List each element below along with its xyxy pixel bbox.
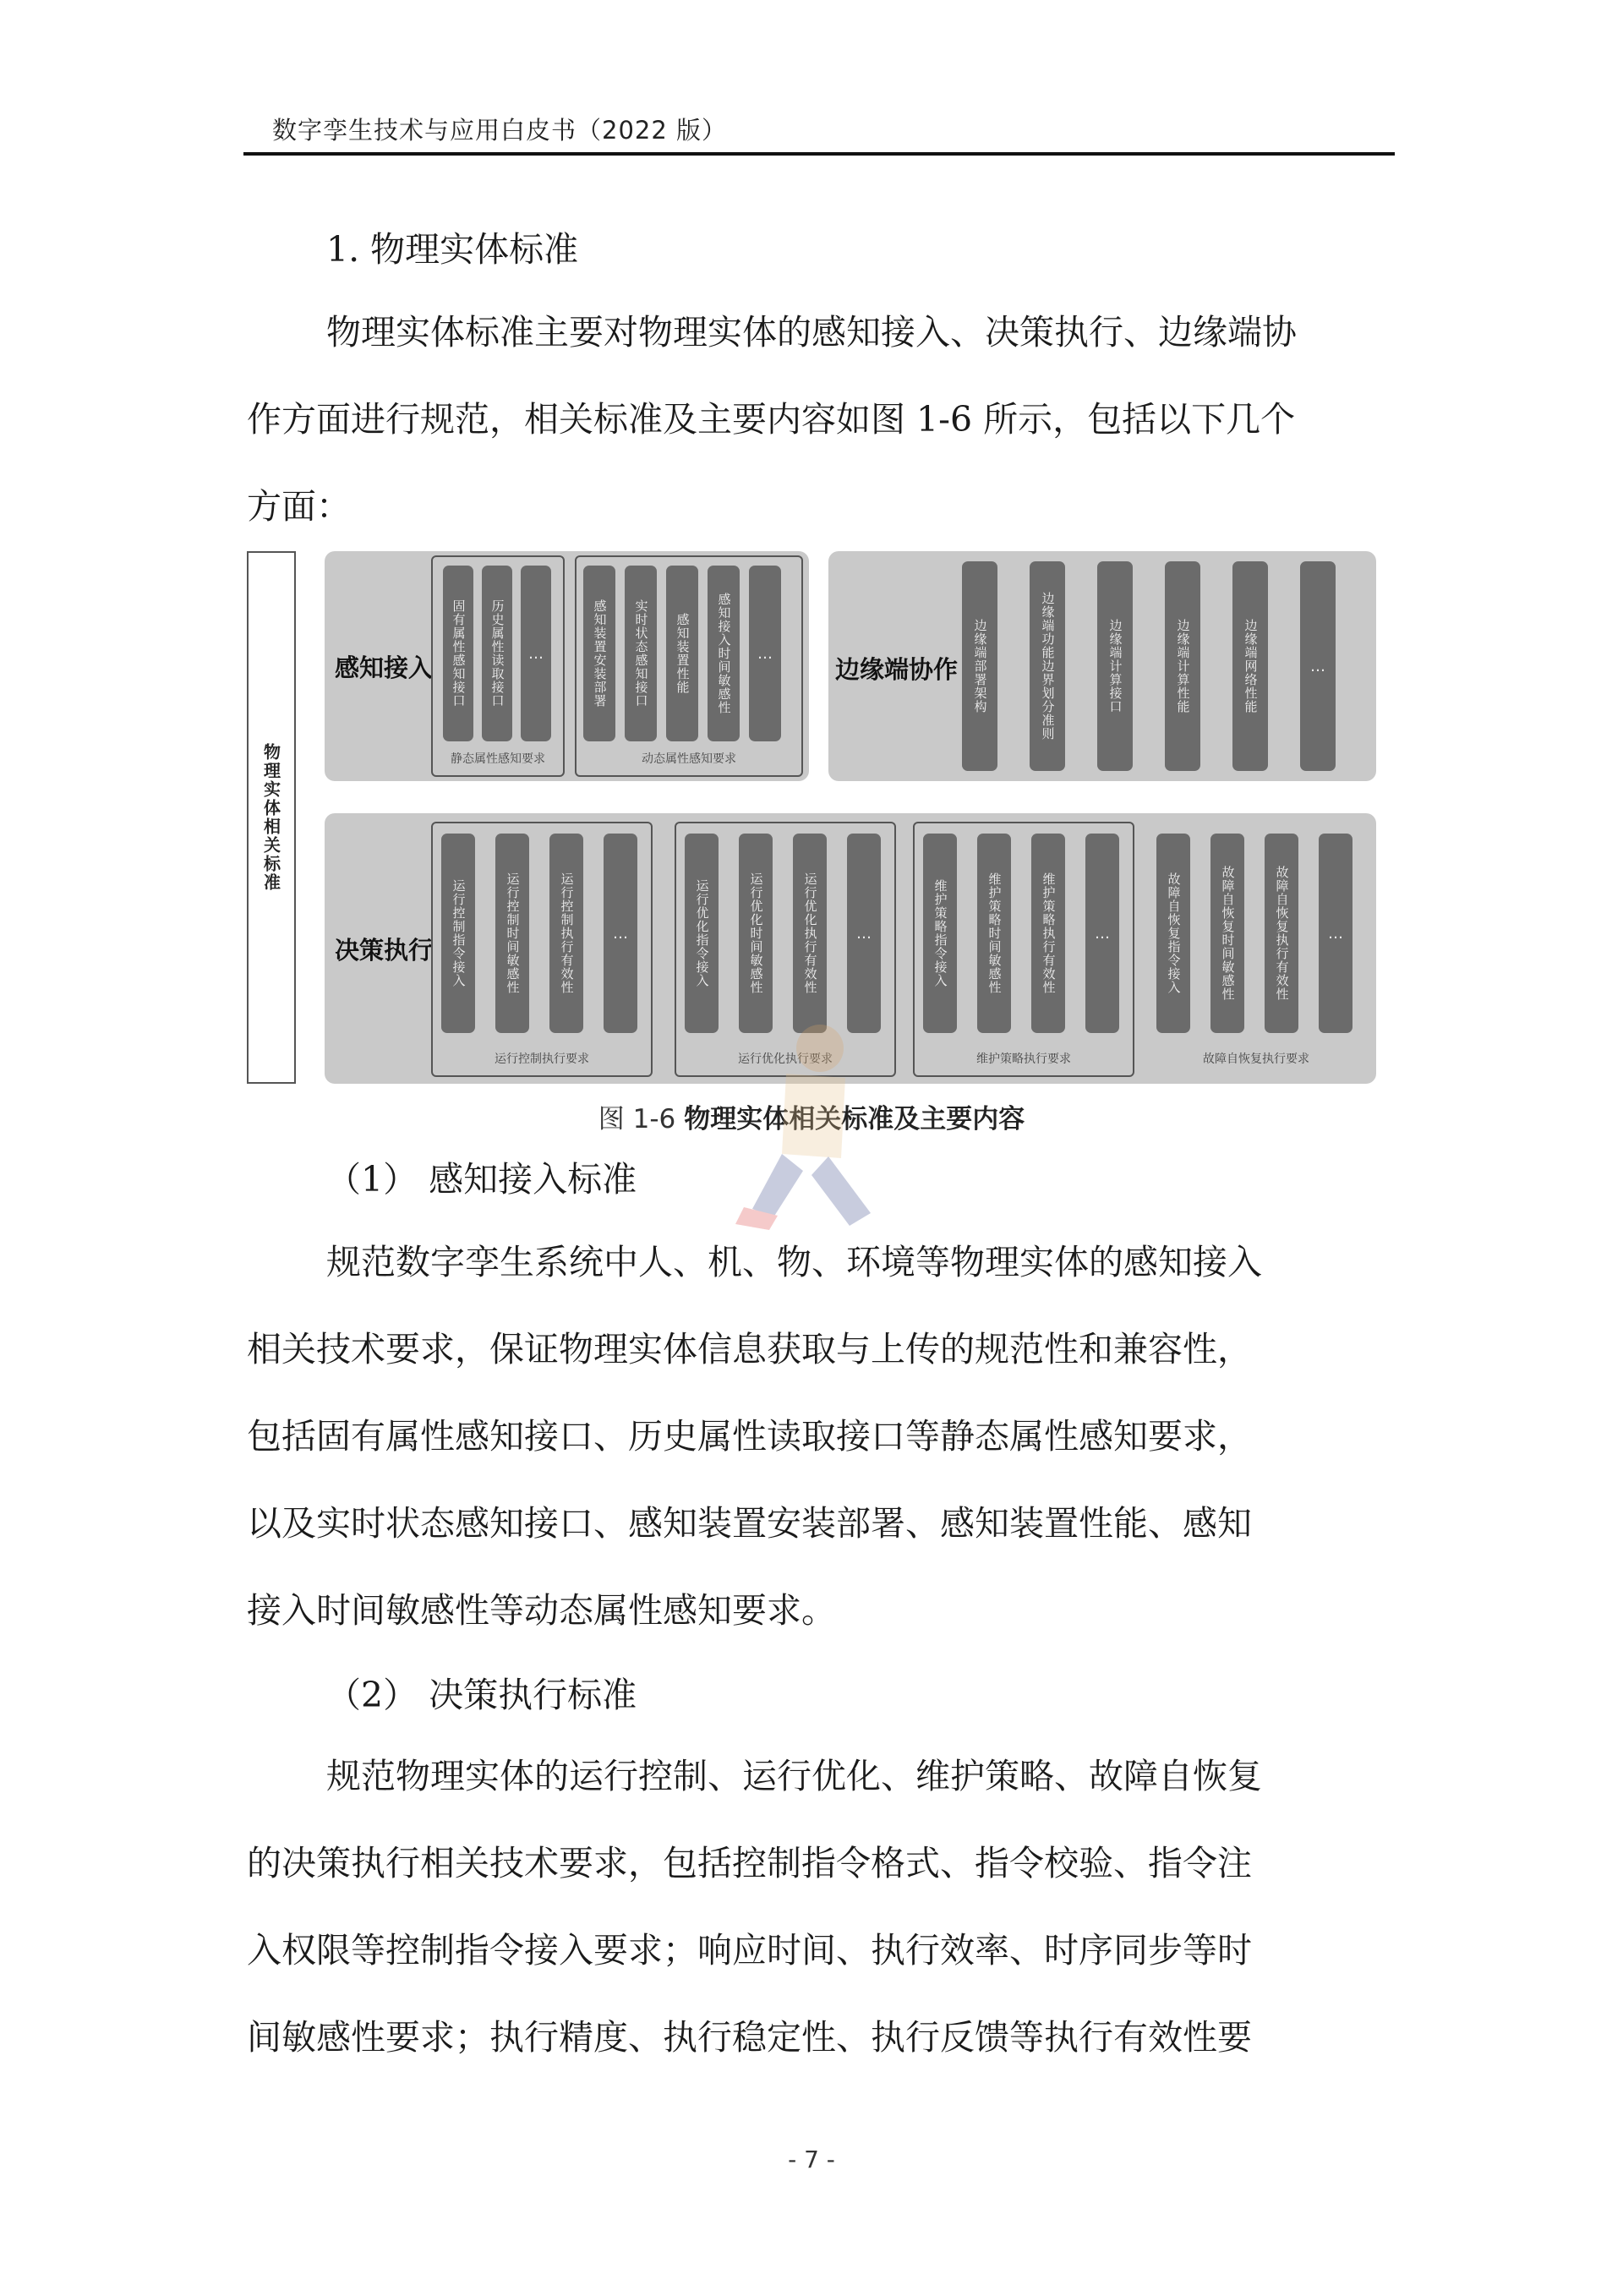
group-label: 静态属性感知要求	[451, 752, 545, 766]
group-label: 运行控制执行要求	[495, 1052, 589, 1066]
item-pill: 历史属性读取接口	[482, 566, 512, 741]
section-heading: 1. 物理实体标准	[326, 229, 579, 270]
panel-title-edge: 边缘端协作	[835, 655, 959, 684]
item-pill: 实时状态感知接口	[625, 566, 657, 741]
subsection-heading-2: （2） 决策执行标准	[326, 1675, 637, 1715]
item-pill: 边缘端计算接口	[1097, 561, 1133, 771]
caption-title: 物理实体相关标准及主要内容	[684, 1104, 1025, 1134]
item-pill: 边缘端网络性能	[1232, 561, 1268, 771]
item-pill: 运行控制指令接入	[441, 834, 475, 1033]
subsection-paragraph-1	[247, 1219, 1405, 1654]
item-pill: 边缘端部署架构	[962, 561, 997, 771]
item-pill: 感知装置安装部署	[583, 566, 615, 741]
paragraph-line: 规范物理实体的运行控制、运行优化、维护策略、故障自恢复	[326, 1756, 1262, 1796]
item-pill-more: …	[749, 566, 781, 741]
item-pill: 运行优化执行有效性	[793, 834, 827, 1033]
item-pill: 运行控制执行有效性	[549, 834, 583, 1033]
paragraph-line: 物理实体标准主要对物理实体的感知接入、决策执行、边缘端协	[326, 312, 1297, 353]
item-pill: 感知接入时间敏感性	[708, 566, 740, 741]
paragraph-line: 规范数字孪生系统中人、机、物、环境等物理实体的感知接入	[326, 1242, 1262, 1282]
panel-edge	[828, 551, 1376, 781]
group-label: 动态属性感知要求	[642, 752, 736, 766]
group-label: 运行优化执行要求	[738, 1052, 833, 1066]
side-label: 物理实体相关标准	[260, 743, 281, 892]
item-pill-more: …	[1319, 834, 1352, 1033]
caption-number: 图 1-6	[598, 1104, 676, 1134]
item-pill: 故障自恢复时间敏感性	[1210, 834, 1244, 1033]
figure-physical-entity-standards	[0, 0, 1623, 1099]
item-pill-more: …	[1085, 834, 1119, 1033]
group-static	[431, 555, 565, 777]
running-header: 数字孪生技术与应用白皮书（2022 版）	[272, 116, 728, 145]
item-pill: 维护策略时间敏感性	[977, 834, 1011, 1033]
item-pill: 维护策略指令接入	[923, 834, 957, 1033]
item-pill: 故障自恢复指令接入	[1156, 834, 1190, 1033]
paragraph-line: 入权限等控制指令接入要求；响应时间、执行效率、时序同步等时	[247, 1930, 1252, 1971]
subsection-paragraph-2	[247, 1733, 1405, 2081]
item-pill: 故障自恢复执行有效性	[1265, 834, 1298, 1033]
side-label-box	[247, 551, 296, 1084]
paragraph-line: 作方面进行规范，相关标准及主要内容如图 1-6 所示，包括以下几个	[247, 399, 1296, 440]
subsection-heading-1: （1） 感知接入标准	[326, 1159, 637, 1200]
group-run-control	[431, 822, 653, 1077]
paragraph-line: 包括固有属性感知接口、历史属性读取接口等静态属性感知要求，	[247, 1416, 1252, 1457]
paragraph-line: 以及实时状态感知接口、感知装置安装部署、感知装置性能、感知	[247, 1503, 1252, 1544]
item-pill-more: …	[604, 834, 637, 1033]
item-pill: 固有属性感知接口	[443, 566, 473, 741]
panel-title-decision: 决策执行	[335, 936, 434, 965]
group-dynamic	[575, 555, 803, 777]
item-pill: 维护策略执行有效性	[1031, 834, 1065, 1033]
item-pill: 边缘端功能边界划分准则	[1030, 561, 1065, 771]
item-pill: 感知装置性能	[666, 566, 698, 741]
paragraph-line: 的决策执行相关技术要求，包括控制指令格式、指令校验、指令注	[247, 1843, 1252, 1883]
paragraph-line: 间敏感性要求；执行精度、执行稳定性、执行反馈等执行有效性要	[247, 2017, 1252, 2058]
item-pill-more: …	[847, 834, 881, 1033]
item-pill: 运行优化时间敏感性	[739, 834, 773, 1033]
item-pill-more: …	[521, 566, 551, 741]
page-number: - 7 -	[788, 2146, 835, 2173]
paragraph-line: 方面：	[247, 486, 351, 527]
panel-perception	[325, 551, 809, 781]
group-maintenance	[913, 822, 1134, 1077]
group-fault-recovery	[1143, 822, 1369, 1077]
item-pill: 运行优化指令接入	[685, 834, 719, 1033]
paragraph-line: 相关技术要求，保证物理实体信息获取与上传的规范性和兼容性，	[247, 1329, 1252, 1369]
group-label: 维护策略执行要求	[976, 1052, 1071, 1066]
group-label: 故障自恢复执行要求	[1203, 1052, 1309, 1066]
item-pill-more: …	[1300, 561, 1336, 771]
panel-title-perception: 感知接入	[335, 653, 434, 682]
item-pill: 运行控制时间敏感性	[495, 834, 529, 1033]
paragraph-line: 接入时间敏感性等动态属性感知要求。	[247, 1590, 836, 1631]
item-pill: 边缘端计算性能	[1165, 561, 1200, 771]
